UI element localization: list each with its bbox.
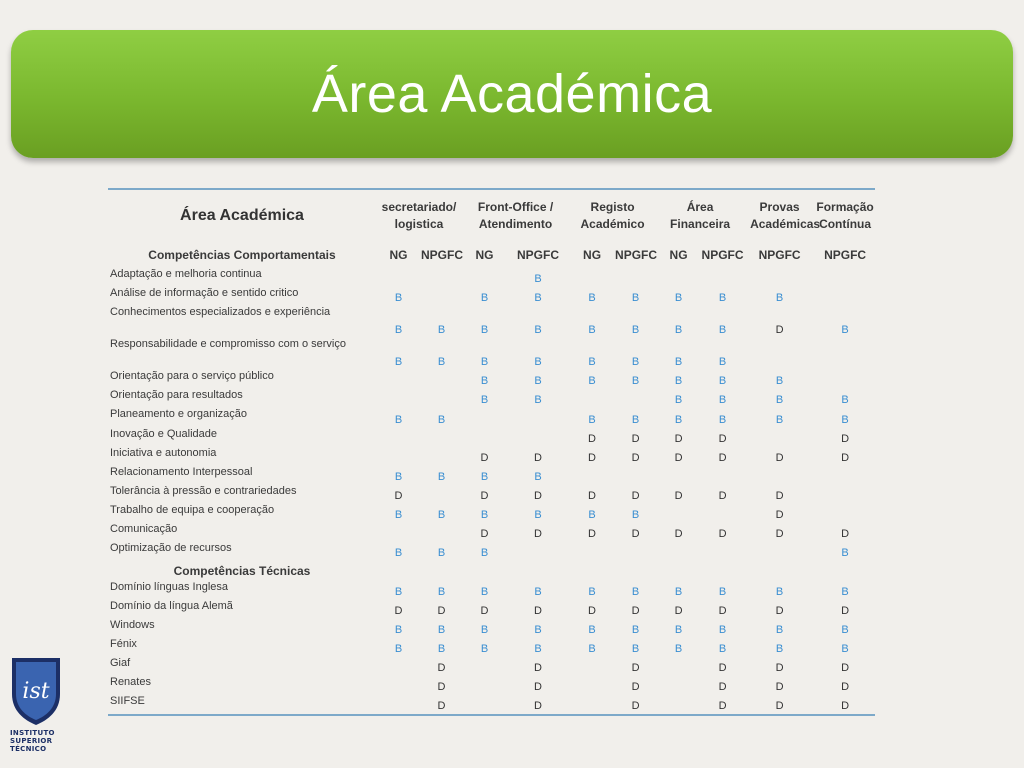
level-cell: B <box>394 356 403 368</box>
level-cell <box>569 695 615 714</box>
level-cell: D <box>841 700 850 712</box>
table-row <box>108 523 875 542</box>
level-cell: B <box>718 624 727 636</box>
level-cell <box>569 466 615 485</box>
level-cell <box>421 485 462 504</box>
section-spacer <box>376 561 875 581</box>
subcolumn-header: NPGFC <box>517 248 560 262</box>
level-cell: B <box>631 414 640 426</box>
level-cell: D <box>588 433 596 445</box>
level-cell <box>656 542 701 561</box>
column-header <box>744 190 821 242</box>
level-cell: B <box>841 624 849 636</box>
competency-label: Adaptação e melhoria continua <box>110 268 262 280</box>
table-row <box>108 676 875 695</box>
competency-label: Análise de informação e sentido critico <box>110 287 299 299</box>
level-cell <box>615 389 656 408</box>
table-row <box>108 504 875 523</box>
level-cell: D <box>775 681 784 693</box>
level-cell: D <box>631 433 640 445</box>
competency-label: Giaf <box>110 657 131 669</box>
level-cell: D <box>841 681 850 693</box>
level-cell: B <box>631 586 640 598</box>
level-cell: B <box>718 643 727 655</box>
level-cell: D <box>775 509 784 521</box>
level-cell: B <box>437 414 446 426</box>
level-cell <box>507 542 569 561</box>
level-cell <box>656 268 701 287</box>
level-cell: B <box>534 356 542 368</box>
level-cell: B <box>534 586 542 598</box>
level-cell <box>376 268 421 287</box>
table-row <box>108 338 875 370</box>
level-cell <box>421 428 462 447</box>
level-cell: B <box>480 547 489 559</box>
level-cell: D <box>631 662 640 674</box>
level-cell: B <box>588 356 596 368</box>
level-cell <box>701 268 744 287</box>
level-cell: B <box>718 586 727 598</box>
table-row <box>108 581 875 600</box>
table-row <box>108 428 875 447</box>
level-cell: D <box>841 605 850 617</box>
subcolumn-header: NPGFC <box>824 248 867 262</box>
level-cell <box>569 676 615 695</box>
level-cell: B <box>480 471 489 483</box>
competency-label: Tolerância à pressão e contrariedades <box>110 485 297 497</box>
level-cell <box>656 676 701 695</box>
level-cell <box>815 504 875 523</box>
table-row <box>108 370 875 389</box>
level-cell: B <box>841 324 849 336</box>
level-cell: D <box>534 700 542 712</box>
subheader-row <box>108 242 875 268</box>
level-cell: B <box>674 356 683 368</box>
level-cell: D <box>718 528 727 540</box>
level-cell: D <box>674 605 683 617</box>
level-cell: D <box>775 528 784 540</box>
competency-label: Iniciativa e autonomia <box>110 447 217 459</box>
level-cell <box>656 657 701 676</box>
level-cell: D <box>480 605 489 617</box>
level-cell <box>615 466 656 485</box>
level-cell: B <box>437 586 446 598</box>
level-cell <box>815 338 875 370</box>
competency-label: Trabalho de equipa e cooperação <box>110 504 275 516</box>
level-cell: D <box>534 681 542 693</box>
level-cell <box>656 466 701 485</box>
level-cell: D <box>718 681 727 693</box>
level-cell: B <box>437 471 446 483</box>
level-cell <box>376 389 421 408</box>
level-cell: B <box>480 375 489 387</box>
table-row <box>108 287 875 306</box>
level-cell: D <box>775 700 784 712</box>
table-corner-title: Área Académica <box>180 207 304 224</box>
level-cell <box>376 370 421 389</box>
level-cell: B <box>534 292 542 304</box>
level-cell <box>744 428 815 447</box>
level-cell: B <box>534 394 542 406</box>
column-header: Área Financeira <box>670 200 731 231</box>
table-row <box>108 447 875 466</box>
level-cell <box>421 287 462 306</box>
level-cell <box>815 370 875 389</box>
level-cell: B <box>674 624 683 636</box>
level-cell <box>569 268 615 287</box>
level-cell <box>421 523 462 542</box>
level-cell: D <box>588 452 596 464</box>
level-cell <box>507 428 569 447</box>
level-cell <box>376 447 421 466</box>
level-cell: D <box>631 452 640 464</box>
level-cell: D <box>534 528 542 540</box>
level-cell <box>569 657 615 676</box>
title-banner <box>11 30 1013 158</box>
level-cell: B <box>718 375 727 387</box>
competency-table <box>108 190 875 714</box>
level-cell: B <box>437 324 446 336</box>
level-cell <box>462 695 507 714</box>
level-cell: D <box>588 605 596 617</box>
level-cell: D <box>437 662 446 674</box>
level-cell: D <box>841 433 850 445</box>
level-cell: D <box>394 490 403 502</box>
level-cell: B <box>394 292 403 304</box>
level-cell: D <box>718 700 727 712</box>
level-cell: D <box>480 528 489 540</box>
level-cell: B <box>480 643 489 655</box>
competency-label: Relacionamento Interpessoal <box>110 466 253 478</box>
level-cell <box>462 676 507 695</box>
level-cell: D <box>775 605 784 617</box>
level-cell <box>421 389 462 408</box>
level-cell: B <box>775 375 784 387</box>
subcolumn-header: NG <box>669 248 688 262</box>
level-cell: D <box>631 490 640 502</box>
competency-label: SIIFSE <box>110 695 145 707</box>
level-cell: B <box>534 643 542 655</box>
level-cell: B <box>534 471 542 483</box>
level-cell: D <box>775 324 784 336</box>
level-cell: B <box>841 414 849 426</box>
competency-label: Domínio da língua Alemã <box>110 600 233 612</box>
level-cell: B <box>534 509 542 521</box>
level-cell: D <box>841 662 850 674</box>
level-cell <box>701 542 744 561</box>
level-cell: D <box>775 490 784 502</box>
level-cell: D <box>674 452 683 464</box>
level-cell: B <box>534 624 542 636</box>
level-cell: B <box>394 324 403 336</box>
column-header: Registo Académico <box>580 200 645 231</box>
section-row <box>108 561 875 581</box>
level-cell <box>815 268 875 287</box>
level-cell: D <box>841 452 850 464</box>
level-cell: B <box>588 624 596 636</box>
level-cell <box>815 287 875 306</box>
level-cell: D <box>718 433 727 445</box>
competency-label: Orientação para resultados <box>110 389 243 401</box>
svg-text:ist: ist <box>22 679 50 704</box>
competency-label: Conhecimentos especializados e experiência <box>110 306 331 318</box>
table-row <box>108 638 875 657</box>
level-cell <box>744 466 815 485</box>
level-cell <box>376 695 421 714</box>
level-cell: B <box>631 375 640 387</box>
level-cell: D <box>437 700 446 712</box>
level-cell: B <box>588 509 596 521</box>
level-cell: B <box>631 509 640 521</box>
competency-table-wrapper <box>108 188 875 716</box>
level-cell: B <box>480 356 489 368</box>
level-cell <box>701 504 744 523</box>
level-cell: D <box>718 605 727 617</box>
level-cell: B <box>631 356 640 368</box>
table-row <box>108 268 875 287</box>
level-cell: B <box>394 547 403 559</box>
competency-label: Inovação e Qualidade <box>110 428 218 440</box>
level-cell: B <box>588 375 596 387</box>
level-cell: B <box>480 292 489 304</box>
level-cell: B <box>841 643 849 655</box>
table-row <box>108 306 875 338</box>
level-cell: D <box>437 605 446 617</box>
level-cell: D <box>534 605 542 617</box>
column-header: Formação Contínua <box>816 200 874 231</box>
table-row <box>108 600 875 619</box>
table-row <box>108 389 875 408</box>
level-cell: D <box>631 605 640 617</box>
section-title: Competências Comportamentais <box>148 248 336 262</box>
level-cell <box>656 695 701 714</box>
level-cell <box>376 523 421 542</box>
column-header: Front-Office / Atendimento <box>477 200 554 231</box>
level-cell <box>421 268 462 287</box>
subcolumn-header: NPGFC <box>701 248 744 262</box>
level-cell: B <box>534 273 542 285</box>
level-cell: B <box>775 586 784 598</box>
level-cell: B <box>674 394 683 406</box>
level-cell: B <box>718 414 727 426</box>
level-cell: B <box>674 586 683 598</box>
level-cell: B <box>588 324 596 336</box>
level-cell: D <box>437 681 446 693</box>
level-cell: B <box>394 414 403 426</box>
column-header: secretariado/ logistica <box>381 200 457 231</box>
level-cell <box>744 268 815 287</box>
level-cell: D <box>775 452 784 464</box>
ist-logo-text <box>10 729 70 753</box>
level-cell: D <box>588 528 596 540</box>
level-cell: B <box>588 292 596 304</box>
level-cell <box>615 542 656 561</box>
level-cell: B <box>631 324 640 336</box>
level-cell: B <box>588 586 596 598</box>
competency-label: Renates <box>110 676 151 688</box>
level-cell: B <box>480 394 489 406</box>
level-cell: D <box>480 452 489 464</box>
level-cell: B <box>775 292 784 304</box>
logo-line: TÉCNICO <box>10 745 47 753</box>
level-cell: B <box>437 547 446 559</box>
subcolumn-header: NG <box>389 248 408 262</box>
table-row <box>108 695 875 714</box>
level-cell: B <box>841 394 849 406</box>
level-cell: B <box>674 643 683 655</box>
level-cell <box>701 466 744 485</box>
table-row <box>108 542 875 561</box>
level-cell: B <box>775 643 784 655</box>
level-cell: B <box>394 586 403 598</box>
level-cell: B <box>437 509 446 521</box>
level-cell: D <box>394 605 403 617</box>
level-cell: D <box>631 528 640 540</box>
level-cell: B <box>480 624 489 636</box>
level-cell: B <box>588 643 596 655</box>
level-cell: B <box>718 356 727 368</box>
level-cell: B <box>588 414 596 426</box>
level-cell: D <box>631 681 640 693</box>
level-cell <box>744 542 815 561</box>
level-cell: B <box>674 375 683 387</box>
competency-label: Planeamento e organização <box>110 408 247 420</box>
level-cell: B <box>437 643 446 655</box>
level-cell: B <box>631 624 640 636</box>
competency-label: Comunicação <box>110 523 178 535</box>
table-row <box>108 657 875 676</box>
level-cell <box>462 268 507 287</box>
level-cell <box>376 676 421 695</box>
level-cell <box>507 408 569 428</box>
level-cell: B <box>480 509 489 521</box>
level-cell: D <box>534 662 542 674</box>
level-cell: B <box>480 324 489 336</box>
competency-label: Orientação para o serviço público <box>110 370 274 382</box>
level-cell: D <box>674 528 683 540</box>
level-cell: B <box>775 394 784 406</box>
level-cell: B <box>674 324 683 336</box>
level-cell: B <box>775 414 784 426</box>
level-cell <box>815 466 875 485</box>
level-cell: D <box>718 452 727 464</box>
level-cell <box>462 657 507 676</box>
level-cell <box>421 447 462 466</box>
level-cell: D <box>674 490 683 502</box>
level-cell: D <box>775 662 784 674</box>
level-cell: B <box>394 643 403 655</box>
level-cell: B <box>480 586 489 598</box>
level-cell: D <box>534 490 542 502</box>
level-cell: D <box>588 490 596 502</box>
level-cell <box>656 504 701 523</box>
level-cell: B <box>394 624 403 636</box>
ist-shield-icon <box>10 656 62 726</box>
level-cell: D <box>718 662 727 674</box>
subcolumn-header: NPGFC <box>758 248 801 262</box>
level-cell: D <box>674 433 683 445</box>
level-cell <box>462 408 507 428</box>
level-cell <box>421 370 462 389</box>
page-title: Área Académica <box>311 64 713 124</box>
level-cell: D <box>631 700 640 712</box>
level-cell: B <box>718 394 727 406</box>
level-cell: B <box>437 356 446 368</box>
level-cell: B <box>437 624 446 636</box>
table-row <box>108 619 875 638</box>
table-row <box>108 466 875 485</box>
competency-label: Optimização de recursos <box>110 542 232 554</box>
level-cell: B <box>841 586 849 598</box>
level-cell: B <box>534 375 542 387</box>
logo-line: INSTITUTO <box>10 729 55 737</box>
header-row <box>108 190 875 242</box>
subcolumn-header: NPGFC <box>615 248 658 262</box>
level-cell <box>815 485 875 504</box>
competency-label: Domínio línguas Inglesa <box>110 581 229 593</box>
column-header-text: Provas Académicas <box>750 200 821 231</box>
level-cell: D <box>480 490 489 502</box>
subcolumn-header: NG <box>475 248 494 262</box>
level-cell <box>569 542 615 561</box>
level-cell: B <box>631 292 640 304</box>
level-cell <box>744 338 815 370</box>
level-cell: D <box>718 490 727 502</box>
level-cell: D <box>534 452 542 464</box>
level-cell: B <box>775 624 784 636</box>
competency-label: Windows <box>110 619 155 631</box>
level-cell: B <box>718 324 727 336</box>
competency-label: Fénix <box>110 638 137 650</box>
level-cell <box>376 428 421 447</box>
subcolumn-header: NPGFC <box>421 248 463 262</box>
level-cell: B <box>394 509 403 521</box>
level-cell: B <box>841 547 849 559</box>
level-cell: B <box>534 324 542 336</box>
level-cell <box>462 428 507 447</box>
level-cell: B <box>631 643 640 655</box>
level-cell <box>615 268 656 287</box>
level-cell: B <box>674 414 683 426</box>
table-row <box>108 408 875 428</box>
level-cell: B <box>718 292 727 304</box>
level-cell <box>376 657 421 676</box>
logo-line: SUPERIOR <box>10 737 53 745</box>
level-cell: D <box>841 528 850 540</box>
competency-label: Responsabilidade e compromisso com o serviço <box>110 338 346 350</box>
level-cell <box>569 389 615 408</box>
subcolumn-header: NG <box>583 248 602 262</box>
level-cell: B <box>394 471 403 483</box>
section-title: Competências Técnicas <box>173 564 311 578</box>
level-cell: B <box>674 292 683 304</box>
table-row <box>108 485 875 504</box>
